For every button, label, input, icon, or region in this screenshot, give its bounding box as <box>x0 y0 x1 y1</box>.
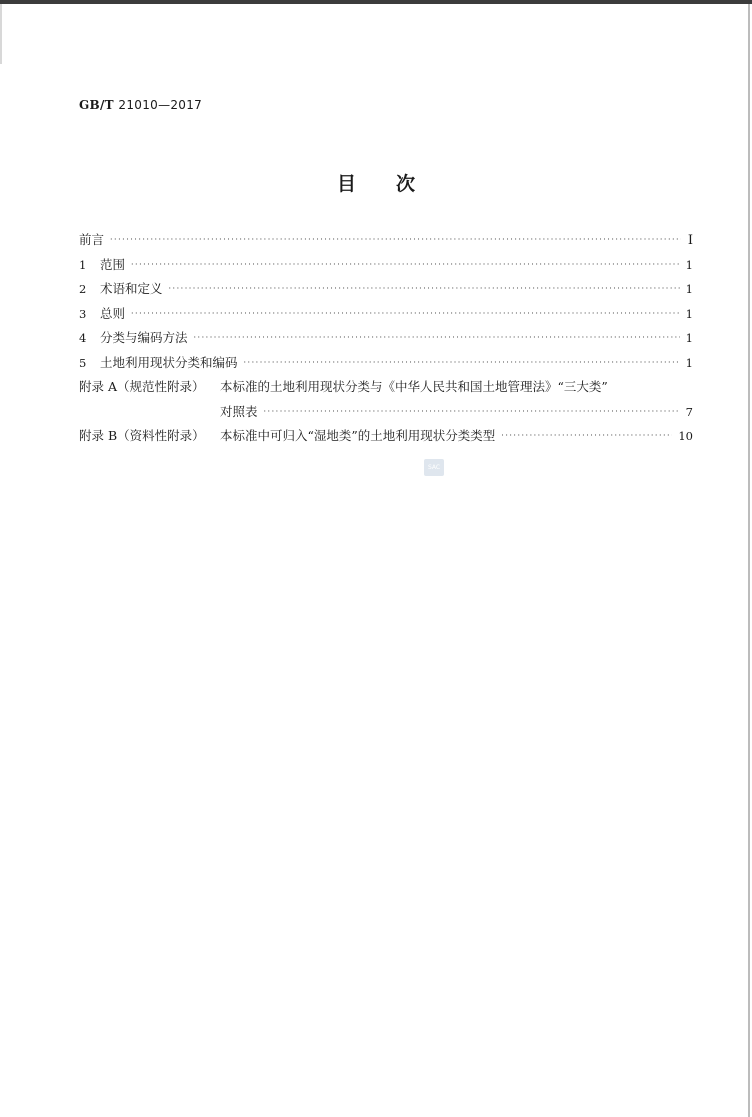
standard-code-number: 21010—2017 <box>118 98 203 112</box>
page-title: 目次 <box>336 173 455 195</box>
toc-leader-dots <box>501 431 672 440</box>
toc-entry-page: 10 <box>678 429 693 443</box>
sac-watermark-logo: SAC <box>424 459 444 476</box>
toc-entry-number: 4 <box>79 331 87 345</box>
toc-entry-number: 1 <box>79 257 87 272</box>
toc-leader-dots <box>131 309 680 318</box>
page-edge-shadow <box>0 4 2 64</box>
toc-entry-label: 土地利用现状分类和编码 <box>100 354 238 370</box>
toc-entry-5[interactable] <box>79 353 693 378</box>
toc-entry-page: 1 <box>685 331 693 345</box>
toc-leader-dots <box>264 407 680 416</box>
table-of-contents <box>79 230 693 451</box>
toc-entry-page: 1 <box>685 355 693 370</box>
appendix-b-title: 本标准中可归入“湿地类”的土地利用现状分类类型 <box>220 428 496 443</box>
toc-entry-page: 1 <box>685 257 693 272</box>
toc-entry-page: 7 <box>685 404 693 419</box>
toc-leader-dots <box>110 235 681 244</box>
toc-entry-appendix-a-continued[interactable] <box>79 402 693 427</box>
toc-leader-dots <box>169 284 680 293</box>
toc-entry-4[interactable] <box>79 328 693 353</box>
toc-entry-label: 前言 <box>79 232 105 247</box>
toc-entry-label: 分类与编码方法 <box>100 330 188 345</box>
toc-entry-appendix-b[interactable] <box>79 426 693 451</box>
toc-leader-dots <box>244 358 680 367</box>
appendix-a-prefix: 附录 A（规范性附录） <box>79 379 205 394</box>
toc-entry-appendix-a[interactable] <box>79 377 693 402</box>
toc-leader-dots <box>131 260 680 269</box>
standard-code <box>79 98 202 112</box>
toc-entry-number: 2 <box>79 282 87 296</box>
toc-entry-3[interactable] <box>79 304 693 329</box>
toc-entry-number: 3 <box>79 306 87 321</box>
toc-entry-1[interactable] <box>79 255 693 280</box>
appendix-b-prefix: 附录 B（资料性附录） <box>79 428 205 443</box>
appendix-a-title-line1: 本标准的土地利用现状分类与《中华人民共和国土地管理法》“三大类” <box>220 379 608 394</box>
toc-entry-page: 1 <box>685 306 693 321</box>
appendix-a-title-line2: 对照表 <box>220 403 258 419</box>
toc-entry-label: 总则 <box>100 305 126 321</box>
toc-entry-2[interactable] <box>79 279 693 304</box>
toc-entry-foreword[interactable] <box>79 230 693 255</box>
toc-entry-page: 1 <box>685 282 693 296</box>
toc-entry-label: 范围 <box>100 256 126 272</box>
toc-leader-dots <box>194 333 680 342</box>
standard-code-prefix: GB/T <box>79 98 114 112</box>
toc-entry-page: I <box>687 233 693 248</box>
toc-entry-label: 术语和定义 <box>100 281 163 296</box>
toc-entry-number: 5 <box>79 355 87 370</box>
